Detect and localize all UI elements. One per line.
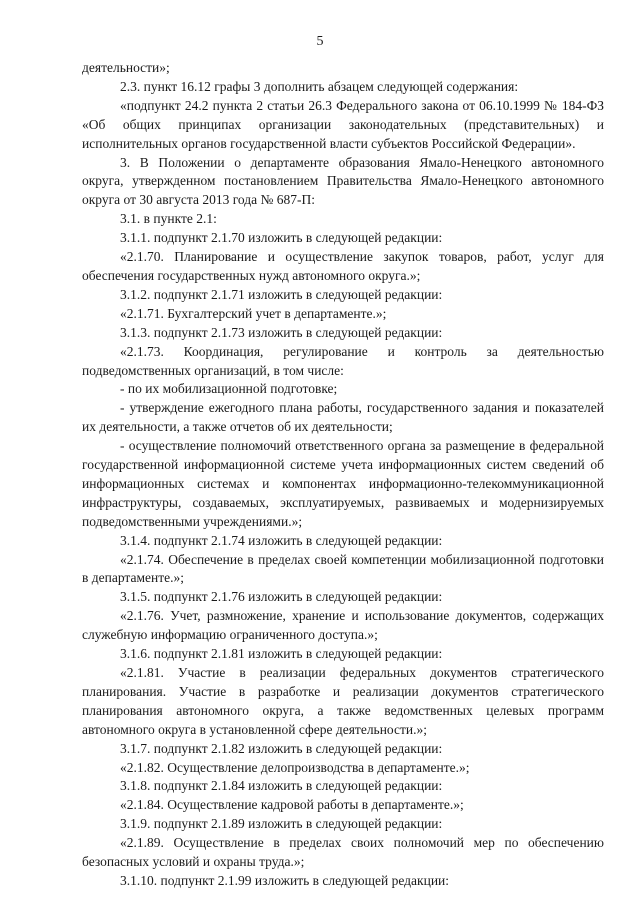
paragraph: «2.1.84. Осуществление кадровой работы в департаменте.»; [120,797,464,813]
paragraph: - по их мобилизационной подготовке; [120,381,338,397]
paragraph: «2.1.82. Осуществление делопроизводства в департаменте.»; [120,759,470,775]
paragraph: «2.1.74. Обеспечение в пределах своей компетенции мобилизационной подготовки в департаменте.»; [82,551,604,586]
paragraph: 3.1.9. подпункт 2.1.89 изложить в следующей редакции: [120,816,443,832]
paragraph: 3.1.5. подпункт 2.1.76 изложить в следующей редакции: [120,589,443,605]
page-number: 5 [316,34,324,49]
paragraph: 3.1.10. подпункт 2.1.99 изложить в следующей редакции: [120,872,450,888]
paragraph: «подпункт 24.2 пункта 2 статьи 26.3 Федерального закона от 06.10.1999 № 184-ФЗ «Об общих принципах организации законодательных (представительных) и исполнительных органов государственной власти субъектов Российской Федерации». [82,97,604,151]
paragraph: 3.1.7. подпункт 2.1.82 изложить в следующей редакции: [120,740,443,756]
paragraph: - осуществление полномочий ответственного органа за размещение в федеральной государственной информационной системе учета информационных систем сведений об информационных системах и компонентах информационно-телекоммуникационной инфраструктуры, создаваемых, эксплуатируемых, развиваемых и модернизируемых подведомственными учреждениями.»; [82,438,604,529]
paragraph: 3.1.2. подпункт 2.1.71 изложить в следующей редакции: [120,286,443,302]
paragraph: «2.1.81. Участие в реализации федеральных документов стратегического планирования. Участие в разработке и реализации документов стратегического планирования автономного округа, а также ведомственных целевых программ автономного округа в установленной сфере деятельности.»; [82,665,604,737]
document-body [82,59,604,891]
paragraph: «2.1.89. Осуществление в пределах своих полномочий мер по обеспечению безопасных условий и охраны труда.»; [82,835,604,870]
paragraph: 3.1.4. подпункт 2.1.74 изложить в следующей редакции: [120,532,443,548]
paragraph: 3. В Положении о департаменте образования Ямало-Ненецкого автономного округа, утвержденном постановлением Правительства Ямало-Ненецкого автономного округа от 30 августа 2013 года № 687-П: [82,154,604,208]
paragraph: «2.1.73. Координация, регулирование и контроль за деятельностью подведомственных организаций, в том числе: [82,343,604,378]
paragraph: деятельности»; [82,60,170,75]
paragraph: 3.1.3. подпункт 2.1.73 изложить в следующей редакции: [120,324,443,340]
paragraph: 3.1. в пункте 2.1: [120,211,217,227]
paragraph: 3.1.6. подпункт 2.1.81 изложить в следующей редакции: [120,646,443,662]
paragraph: 3.1.8. подпункт 2.1.84 изложить в следующей редакции: [120,778,443,794]
paragraph: - утверждение ежегодного плана работы, государственного задания и показателей их деятельности, а также отчетов об их деятельности; [82,400,604,435]
paragraph: 3.1.1. подпункт 2.1.70 изложить в следующей редакции: [120,230,443,246]
paragraph: «2.1.70. Планирование и осуществление закупок товаров, работ, услуг для обеспечения государственных нужд автономного округа.»; [82,249,604,283]
paragraph: 2.3. пункт 16.12 графы 3 дополнить абзацем следующей содержания: [120,78,519,94]
paragraph: «2.1.76. Учет, размножение, хранение и использование документов, содержащих служебную информацию ограниченного доступа.»; [82,608,604,643]
paragraph: «2.1.71. Бухгалтерский учет в департаменте.»; [120,305,387,321]
